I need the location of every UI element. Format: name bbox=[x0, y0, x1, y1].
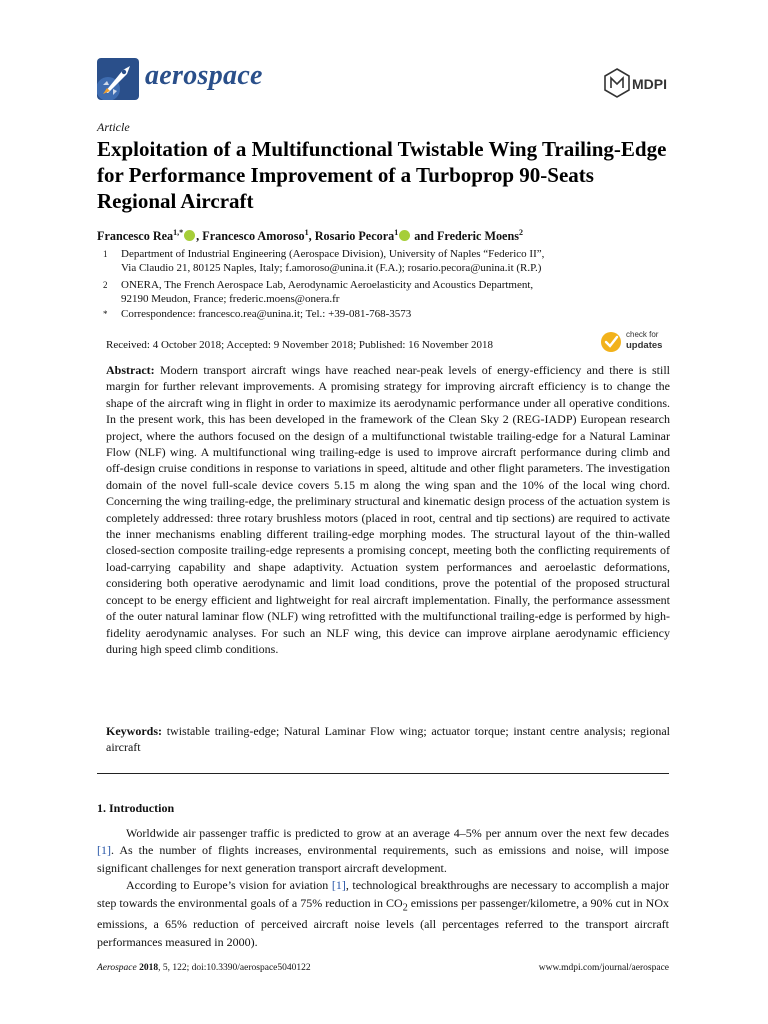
footer-citation: Aerospace 2018, 5, 122; doi:10.3390/aerospace5040122 bbox=[97, 963, 311, 973]
keywords-text: twistable trailing-edge; Natural Laminar Flow wing; actuator torque; instant centre analysis; regional aircraft bbox=[106, 724, 671, 755]
paper-title: Exploitation of a Multifunctional Twistable Wing Trailing-Edge for Performance Improvement of a Turboprop 90-Seats Regional Aircraft bbox=[97, 137, 667, 213]
aerospace-rocket-logo-icon bbox=[97, 58, 139, 100]
orcid-icon[interactable] bbox=[399, 230, 410, 241]
abstract bbox=[106, 362, 670, 657]
author-name: Rosario Pecora bbox=[314, 229, 395, 244]
author-separator: , bbox=[196, 229, 203, 244]
author-affiliation-marker: 1,* bbox=[173, 228, 184, 237]
check-for-updates-icon bbox=[600, 328, 672, 354]
author-separator: , bbox=[308, 229, 315, 244]
author-affiliation-marker: 1 bbox=[304, 228, 309, 237]
abstract-text: Modern transport aircraft wings have reached near-peak levels of energy-efficiency and there is still margin for further relevant improvements. A promising strategy for improving aircraft efficiency is to change the shape of the aircraft wing in flight in order to maximize its aerodynamic performance under all operative conditions. In the present work, this has been developed in the framework of the Clean Sky 2 (REG-IADP) European research project, where the authors focused on the design of a multifunctional twistable trailing-edge for a Natural Laminar Flow (NLF) wing. A multifunctional wing trailing-edge is used to improve aircraft performance during climb and off-design cruise conditions in response to variations in speed, altitude and other flight parameters. The investigation domain of the novel full-scale device covers 5.15 m along the wing span and the 10% of the local wing chord. Concerning the wing trailing-edge, the preliminary structural and kinematic design process of the actuation system is completely addressed: three rotary brushless motors (placed in root, central and tip sections) are required to activate the inner mechanisms enabling different trailing-edge morphing modes. The structural layout of the thin-walled closed-section composite trailing-edge represents a promising concept, meeting both the conflicting requirements of load-carrying capability and shape adaptivity. Actuation system performances and aeroelastic deformations, considering both operative aerodynamic and limit load conditions, prove the potential of the proposed structural concept to be energy efficient and lightweight for real aircraft implementation. Finally, the performance assessment of the outer natural laminar flow (NLF) wing retrofitted with the multifunctional trailing-edge is performed by high-fidelity aerodynamic analyses. For such an NLF wing, this device can improve airplane aerodynamic efficiency during high speed climb conditions. bbox=[106, 363, 671, 656]
keywords bbox=[106, 723, 670, 756]
keywords-label: Keywords: bbox=[106, 724, 162, 738]
mdpi-logo-icon bbox=[604, 68, 670, 98]
introduction-body bbox=[97, 825, 669, 951]
publication-dates: Received: 4 October 2018; Accepted: 9 November 2018; Published: 16 November 2018 bbox=[106, 339, 494, 351]
author-name: Francesco Amoroso bbox=[202, 229, 305, 244]
intro-paragraph-1: Worldwide air passenger traffic is predicted to grow at an average 4–5% per annum over the next few decades [1]. As the number of flights increases, environmental requirements, such as emissions and noise, will impose significant challenges for next generation transport aircraft development. bbox=[97, 826, 669, 875]
svg-text:updates: updates bbox=[626, 340, 663, 351]
author-separator: and bbox=[411, 229, 437, 244]
journal-name: aerospace bbox=[145, 60, 263, 91]
author-affiliation-marker: 2 bbox=[518, 228, 523, 237]
affiliation-1: 1 Department of Industrial Engineering (Aerospace Division), University of Naples “Federico II”, Via Claudio 21, 80125 Naples, Italy; f.amoroso@unina.it (F.A.); rosario.pecora@unina.it (R.P.) bbox=[103, 248, 545, 274]
citation-link[interactable]: [1] bbox=[97, 843, 111, 858]
article-type: Article bbox=[97, 120, 130, 134]
check-for-updates-badge[interactable] bbox=[600, 328, 672, 359]
orcid-icon[interactable] bbox=[184, 230, 195, 241]
abstract-label: Abstract: bbox=[106, 363, 155, 377]
footer-journal-url[interactable]: www.mdpi.com/journal/aerospace bbox=[538, 963, 669, 973]
affiliation-2: 2 ONERA, The French Aerospace Lab, Aerodynamic Aeroelasticity and Acoustics Department, 92190 Meudon, France; frederic.moens@onera.fr bbox=[103, 279, 534, 305]
section-heading-introduction: 1. Introduction bbox=[97, 801, 175, 815]
author-affiliation-marker: 1 bbox=[394, 228, 399, 237]
author-name: Frederic Moens bbox=[436, 229, 519, 244]
author-name: Francesco Rea bbox=[97, 229, 174, 244]
citation-link[interactable]: [1] bbox=[331, 878, 346, 893]
correspondence: * Correspondence: francesco.rea@unina.it; Tel.: +39-081-768-3573 bbox=[103, 308, 412, 320]
svg-text:check for: check for bbox=[626, 330, 659, 339]
intro-paragraph-2: According to Europe’s vision for aviation [1], technological breakthroughs are necessary to accomplish a major step towards the environmental goals of a 75% reduction in $CO_2$ emissions per passenger/kilometre, a 90% cut in NOx emissions, a 65% reduction of perceived aircraft noise levels (all percentages referred to the transport aircraft performances measured in 2000). bbox=[97, 878, 669, 949]
author-list bbox=[97, 228, 523, 244]
mdpi-text: MDPI bbox=[632, 76, 667, 92]
section-divider bbox=[97, 773, 669, 774]
